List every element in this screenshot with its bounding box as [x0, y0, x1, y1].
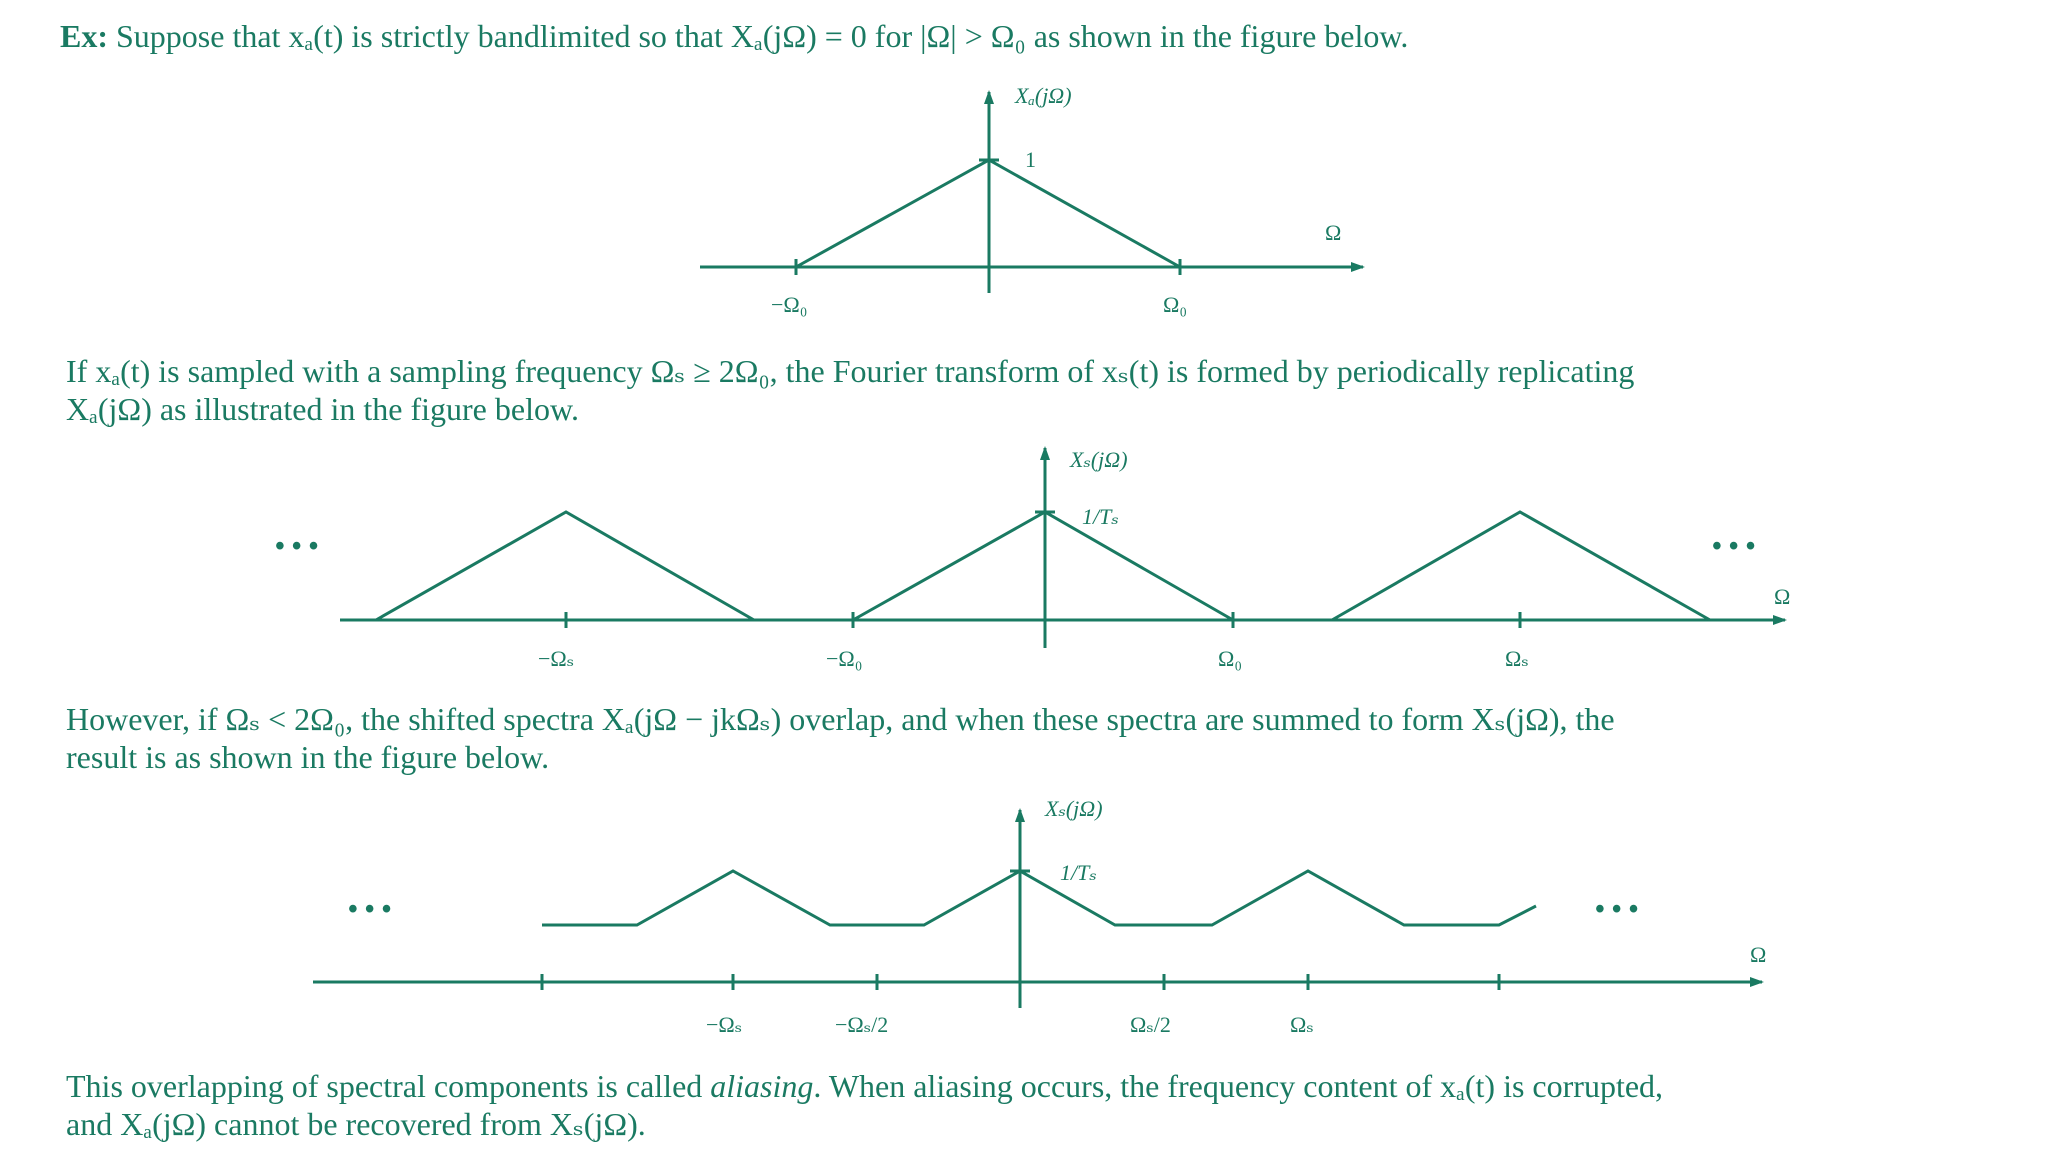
fig2-tick-label-3: Ω₀ — [1218, 646, 1243, 671]
fig1-tick-label-neg: −Ω₀ — [771, 292, 808, 317]
paragraph-aliasing — [66, 1067, 1663, 1143]
fig2-ellipsis-right: • • • — [1712, 531, 1756, 562]
fig2-tick-label-4: Ωₛ — [1505, 646, 1529, 671]
fig3-x-label: Ω — [1750, 942, 1767, 967]
fig3-ellipsis-right: • • • — [1595, 894, 1639, 925]
fig2-y-label: Xₛ(jΩ) — [1070, 447, 1128, 472]
fig3-tick-label-2: −Ωₛ/2 — [835, 1012, 889, 1037]
aliasing-text-post: . When aliasing occurs, the frequency content of xₐ(t) is corrupted, — [813, 1068, 1664, 1104]
fig3-ellipsis-left: • • • — [348, 894, 392, 925]
sampling-text-line2: Xₐ(jΩ) as illustrated in the figure below. — [66, 391, 579, 427]
fig3-tick-label-4: Ωₛ — [1290, 1012, 1314, 1037]
fig2-tick-label-2: −Ω₀ — [826, 646, 863, 671]
fig3-y-label: Xₛ(jΩ) — [1045, 796, 1103, 821]
fig2-tick-label-1: −Ωₛ — [538, 646, 575, 671]
fig1-y-label: Xₐ(jΩ) — [1015, 83, 1072, 108]
fig2-peak-label: 1/Tₛ — [1082, 504, 1119, 529]
fig2-ellipsis-left: • • • — [275, 531, 319, 562]
fig1-peak-label: 1 — [1025, 147, 1036, 172]
aliasing-text-line2: and Xₐ(jΩ) cannot be recovered from Xₛ(jΩ). — [66, 1106, 646, 1142]
fig1-tick-label-pos: Ω₀ — [1163, 292, 1188, 317]
overlap-text-line1: However, if Ωₛ < 2Ω₀, the shifted spectra Xₐ(jΩ − jkΩₛ) overlap, and when these spectra are summed to form Xₛ(jΩ), the — [66, 701, 1615, 737]
fig1-x-label: Ω — [1325, 220, 1342, 245]
aliasing-text-pre: This overlapping of spectral components is called — [66, 1068, 711, 1104]
sampling-text-line1: If xₐ(t) is sampled with a sampling frequency Ωₛ ≥ 2Ω₀, the Fourier transform of xₛ(t) is formed by periodically replicating — [66, 353, 1635, 389]
example-label: Ex: — [60, 18, 108, 54]
aliasing-term: aliasing — [710, 1068, 814, 1104]
intro-text: Suppose that xₐ(t) is strictly bandlimited so that Xₐ(jΩ) = 0 for |Ω| > Ω₀ as shown in the figure below. — [116, 18, 1409, 54]
fig3-tick-label-3: Ωₛ/2 — [1130, 1012, 1171, 1037]
fig3-peak-label: 1/Tₛ — [1060, 860, 1097, 885]
fig3-aliased-curve — [542, 871, 1536, 925]
overlap-text-line2: result is as shown in the figure below. — [66, 739, 550, 775]
fig3-tick-label-1: −Ωₛ — [706, 1012, 743, 1037]
fig2-x-label: Ω — [1774, 584, 1791, 609]
